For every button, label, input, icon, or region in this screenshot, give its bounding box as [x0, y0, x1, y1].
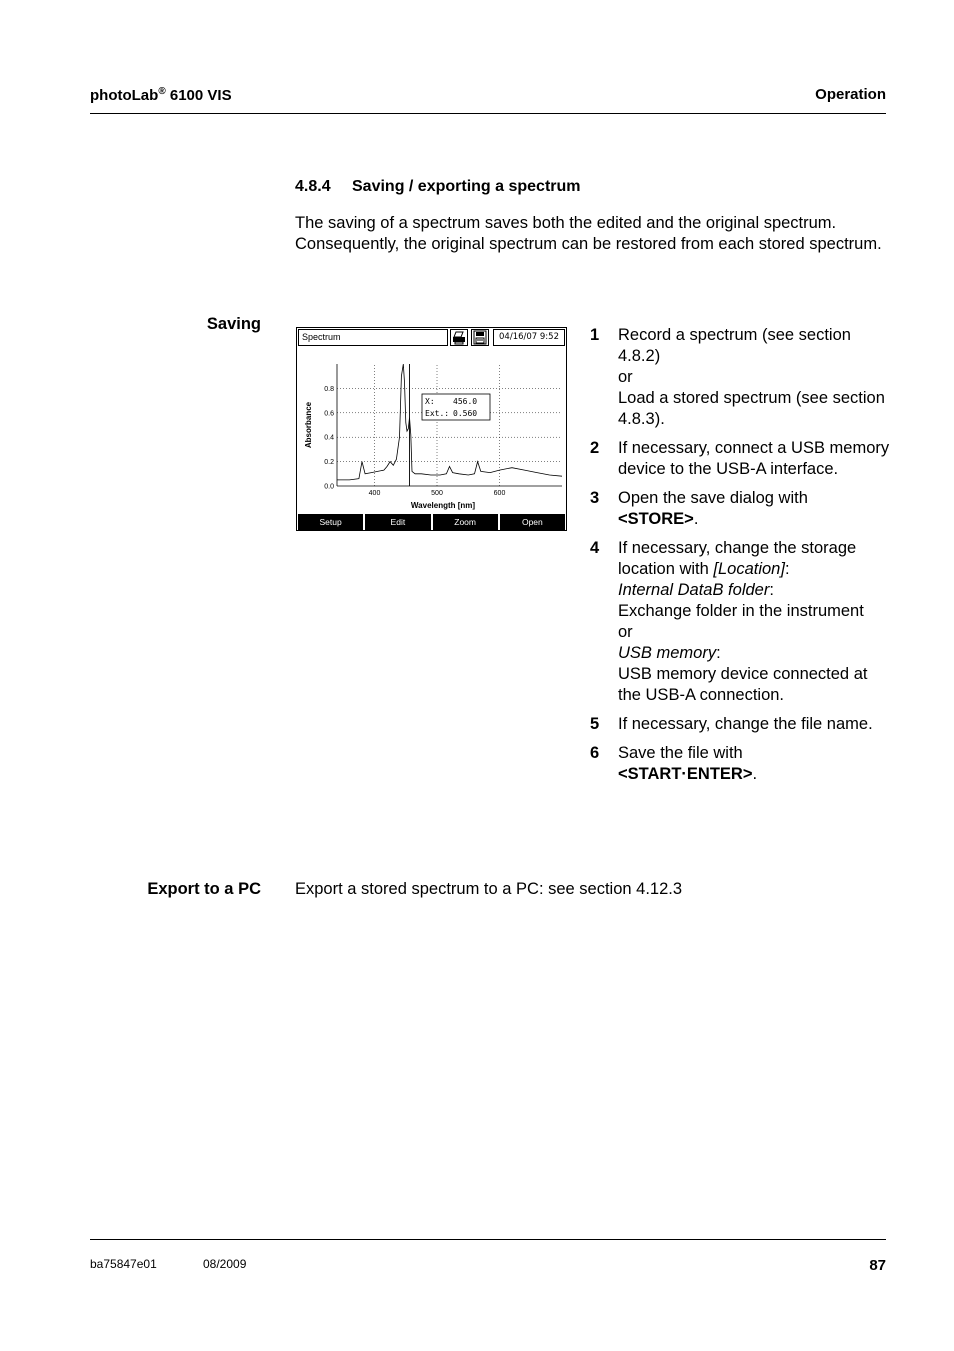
spectrum-chart: [297, 348, 566, 512]
step-2: [590, 438, 890, 480]
x-tick-label: 500: [431, 490, 443, 497]
product-model: 6100 VIS: [169, 87, 232, 104]
section-title: Saving / exporting a spectrum: [352, 178, 581, 195]
punct: :: [769, 581, 774, 599]
registered-mark: ®: [158, 86, 166, 97]
step-text: If necessary, connect a USB memory device to the USB-A interface.: [618, 439, 890, 478]
x-axis-label: Wavelength [nm]: [410, 501, 476, 510]
screen-softkey-bar: [297, 514, 566, 530]
punct: .: [693, 510, 699, 528]
floppy-disk-icon: [471, 329, 489, 346]
screen-title: Spectrum: [298, 329, 448, 346]
saving-label: Saving: [206, 315, 261, 333]
page-number: 87: [869, 1257, 886, 1274]
step-text: Exchange folder in the instrument: [618, 602, 864, 620]
section-number: 4.8.4: [295, 178, 331, 195]
y-tick-label: 0.8: [324, 385, 334, 393]
header-rule: [90, 113, 886, 114]
step-number: 6: [590, 744, 600, 762]
export-label: Export to a PC: [147, 880, 261, 898]
option-internal-datab: Internal DataB folder: [618, 581, 770, 599]
header-chapter: Operation: [815, 86, 886, 103]
cursor-ext-value: 0.560: [453, 409, 478, 418]
step-6: [590, 743, 890, 785]
x-tick-labels: [369, 490, 506, 497]
y-tick-label: 0.0: [324, 483, 334, 491]
chart-grid: [337, 364, 562, 486]
step-text: USB memory device connected at the USB-A connection.: [618, 665, 868, 704]
softkey-edit[interactable]: Edit: [365, 514, 430, 530]
step-text: Open the save dialog with: [618, 489, 808, 507]
cursor-readout: [422, 394, 490, 420]
x-tick-label: 400: [368, 490, 381, 497]
header-product: [90, 86, 232, 104]
step-number: 2: [590, 439, 600, 457]
step-text: Load a stored spectrum (see section 4.8.3).: [618, 389, 885, 428]
cursor-x-label: X:: [425, 397, 435, 406]
instrument-screen: [296, 327, 567, 531]
punct: .: [752, 765, 758, 783]
y-tick-labels: [324, 386, 334, 491]
step-number: 4: [590, 539, 600, 557]
key-store: <STORE>: [618, 510, 694, 528]
step-text: or: [618, 623, 633, 641]
saving-steps: [590, 325, 890, 793]
step-text: If necessary, change the file name.: [618, 715, 873, 733]
step-text: or: [618, 368, 633, 386]
y-axis-label: Absorbance: [304, 401, 313, 449]
step-text: If necessary, change the storage location with: [618, 539, 857, 578]
step-4: [590, 538, 890, 706]
step-number: 1: [590, 326, 600, 344]
step-1: [590, 325, 890, 430]
export-text: Export a stored spectrum to a PC: see section 4.12.3: [295, 880, 683, 898]
footer-date: 08/2009: [203, 1257, 247, 1271]
footer-rule: [90, 1239, 886, 1240]
step-number: 3: [590, 489, 600, 507]
step-text: Record a spectrum (see section 4.8.2): [618, 326, 851, 365]
step-number: 5: [590, 715, 600, 733]
printer-icon: [450, 329, 468, 346]
punct: :: [784, 560, 790, 578]
softkey-open[interactable]: Open: [500, 514, 565, 530]
step-3: [590, 488, 890, 530]
section-intro: The saving of a spectrum saves both the edited and the original spectrum. Consequently, the original spectrum can be restored from each stored spectrum.: [295, 214, 882, 253]
x-tick-label: 600: [493, 490, 506, 497]
section-heading: [295, 178, 581, 196]
step-text: Save the file with: [618, 744, 743, 762]
softkey-zoom[interactable]: Zoom: [433, 514, 498, 530]
product-name: photoLab: [90, 87, 159, 104]
option-location: [Location]: [713, 560, 785, 578]
cursor-ext-label: Ext.:: [425, 409, 450, 418]
series-line-spectrum: [337, 364, 562, 480]
screen-date: 04/16/07 9:52: [493, 329, 565, 346]
step-5: [590, 714, 890, 735]
y-tick-label: 0.6: [324, 410, 334, 418]
option-usb-memory: USB memory: [618, 644, 717, 662]
y-tick-label: 0.4: [324, 434, 334, 442]
punct: :: [716, 644, 721, 662]
softkey-setup[interactable]: Setup: [298, 514, 363, 530]
footer-doc-id: ba75847e01: [90, 1257, 157, 1271]
cursor-x-value: 456.0: [453, 397, 478, 406]
key-start-enter: <START·ENTER>: [618, 765, 753, 783]
y-tick-label: 0.2: [324, 459, 334, 467]
